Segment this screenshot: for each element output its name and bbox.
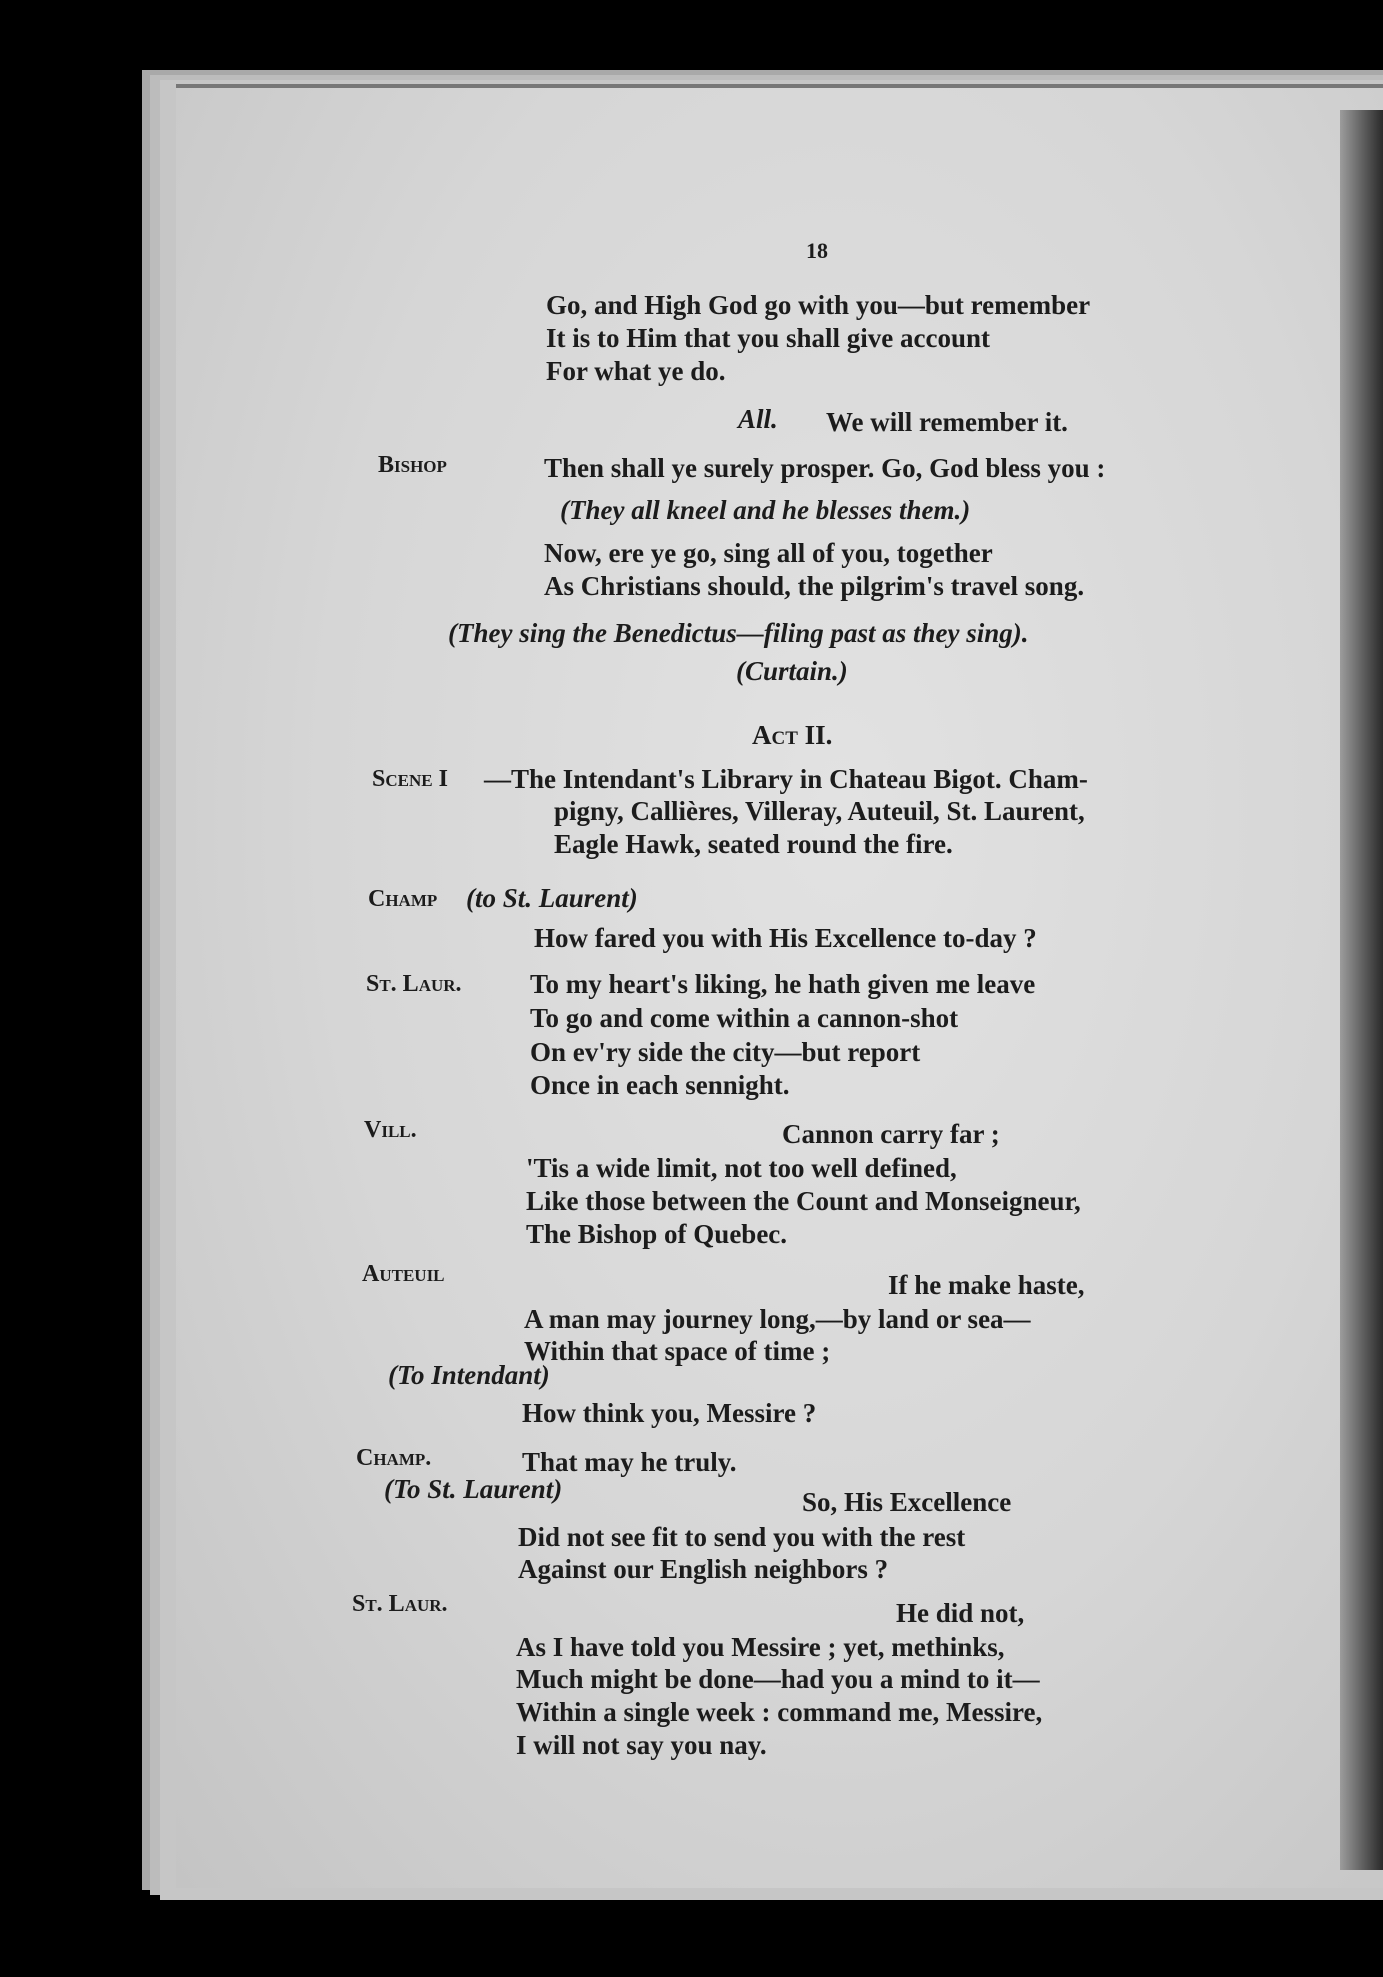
stage-direction: (They sing the Benedictus—filing past as they sing). [448,618,1029,648]
verse-line: As I have told you Messire ; yet, methinks, [516,1632,1005,1662]
stage-direction: (They all kneel and he blesses them.) [560,495,971,525]
speaker-bishop: Bishop [378,452,447,478]
stage-direction: (to St. Laurent) [466,883,638,913]
verse-line: To go and come within a cannon-shot [530,1003,959,1033]
speaker-champ: Champ [368,886,438,912]
stage-direction: (To St. Laurent) [384,1474,563,1504]
verse-line: Did not see fit to send you with the rest [518,1522,966,1552]
verse-line: Against our English neighbors ? [518,1554,889,1584]
speaker-champ: Champ. [356,1445,432,1471]
verse-line: Within a single week : command me, Messire, [516,1697,1043,1727]
verse-line: 'Tis a wide limit, not too well defined, [526,1153,957,1183]
verse-line: As Christians should, the pilgrim's travel song. [544,571,1085,601]
verse-line: Like those between the Count and Monseigneur, [526,1186,1081,1216]
verse-line: For what ye do. [546,356,726,386]
verse-line: How think you, Messire ? [522,1398,817,1428]
act-heading: Act II. [752,720,833,750]
scene-label: Scene I [372,766,448,792]
speaker-vill: Vill. [364,1117,417,1143]
verse-line: That may he truly. [522,1447,737,1477]
page-number: 18 [806,238,828,263]
verse-line: Go, and High God go with you—but remember [546,290,1091,320]
scene-description: pigny, Callières, Villeray, Auteuil, St. Laurent, [554,796,1085,826]
verse-line: How fared you with His Excellence to-day ? [534,923,1037,953]
verse-line: He did not, [896,1598,1025,1628]
scene-description: —The Intendant's Library in Chateau Bigot. Cham- [484,764,1088,794]
verse-line: Much might be done—had you a mind to it— [516,1664,1040,1694]
verse-line: On ev'ry side the city—but report [530,1037,921,1067]
verse-line: Now, ere ye go, sing all of you, together [544,538,993,568]
verse-line: Cannon carry far ; [782,1119,1000,1149]
verse-line: We will remember it. [826,407,1068,437]
page-gutter-shadow [1340,110,1383,1870]
verse-line: The Bishop of Quebec. [526,1219,788,1249]
verse-line: Once in each sennight. [530,1070,790,1100]
verse-line: To my heart's liking, he hath given me leave [530,969,1036,999]
speaker-all: All. [738,404,778,434]
verse-line: If he make haste, [888,1270,1085,1300]
speaker-auteuil: Auteuil [362,1261,445,1287]
verse-line: A man may journey long,—by land or sea— [524,1304,1031,1334]
verse-line: I will not say you nay. [516,1730,767,1760]
verse-line: So, His Excellence [802,1487,1012,1517]
speaker-st-laurent: St. Laur. [366,971,462,997]
speaker-st-laurent: St. Laur. [352,1591,448,1617]
scene-description: Eagle Hawk, seated round the fire. [554,829,953,859]
verse-line: It is to Him that you shall give account [546,323,991,353]
stage-direction: (To Intendant) [388,1360,550,1390]
stage-direction: (Curtain.) [736,656,848,686]
verse-line: Then shall ye surely prosper. Go, God bless you : [544,453,1106,483]
verse-line: Within that space of time ; [524,1336,831,1366]
